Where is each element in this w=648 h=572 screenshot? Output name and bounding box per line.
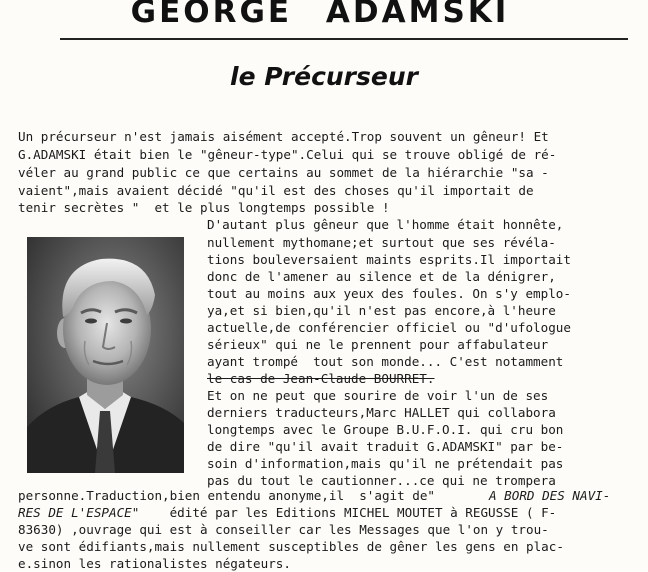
text-line: ve sont édifiants,mais nullement susceptibles de gêner les gens en plac- xyxy=(18,539,564,554)
portrait-icon xyxy=(27,237,184,473)
title-rule xyxy=(60,38,628,40)
text-line: le cas de Jean-Claude BOURRET. xyxy=(207,371,435,386)
text-line: ayant trompé tout son monde... C'est notamment xyxy=(207,354,564,369)
page-title: GEORGE ADAMSKI xyxy=(130,0,510,30)
text-line: Un précurseur n'est jamais aisément accepté.Trop souvent un gêneur! Et xyxy=(18,129,549,144)
text-line: véler au grand public ce que certains au sommet de la hiérarchie "sa - xyxy=(18,165,549,180)
text-line: édité par les Editions MICHEL MOUTET à REGUSSE ( F- xyxy=(162,505,557,520)
text-line: tout au moins aux yeux des foules. On s'y emplo- xyxy=(207,286,571,301)
text-line: tenir secrètes " et le plus longtemps possible ! xyxy=(18,200,390,215)
text-line: pas du tout le cautionner...ce qui ne trompera xyxy=(207,473,556,488)
text-line: personne.Traduction,bien entendu anonyme,il s'agit de" xyxy=(18,488,436,503)
book-title: A BORD DES NAVI- xyxy=(489,488,611,503)
text-line: vaient",mais avaient décidé "qu'il est des choses qu'il importait de xyxy=(18,183,534,198)
text-line: sérieux" qui ne le prennent pour affabulateur xyxy=(207,337,549,352)
text-line: 83630) ,ouvrage qui est à conseiller car les Messages que l'on y trou- xyxy=(18,522,549,537)
text-line: longtemps avec le Groupe B.U.F.O.I. qui cru bon xyxy=(207,422,564,437)
text-line: G.ADAMSKI était bien le "gêneur-type".Celui qui se trouve obligé de ré- xyxy=(18,147,557,162)
text-line: tions bouleversaient maints esprits.Il importait xyxy=(207,252,571,267)
page-subtitle: le Précurseur xyxy=(230,62,418,91)
text-line: Et on ne peut que sourire de voir l'un de ses xyxy=(207,388,549,403)
book-title: RES DE L'ESPACE" xyxy=(18,505,140,520)
text-line: D'autant plus gêneur que l'homme était honnête, xyxy=(207,217,564,232)
text-line: de dire "qu'il avait traduit G.ADAMSKI" par be- xyxy=(207,439,564,454)
text-line: ya,et si bien,qu'il n'est pas encore,à l'heure xyxy=(207,303,556,318)
text-line: nullement mythomane;et surtout que ses révéla- xyxy=(207,235,556,250)
text-line: soin d'information,mais qu'il ne prétendait pas xyxy=(207,456,564,471)
text-line: derniers traducteurs,Marc HALLET qui collabora xyxy=(207,405,556,420)
text-line: actuelle,de conférencier officiel ou "d'ufologue xyxy=(207,320,571,335)
portrait-photo xyxy=(27,237,184,473)
text-line: e.sinon les rationalistes négateurs. xyxy=(18,556,291,571)
text-line: donc de l'amener au silence et de la dénigrer, xyxy=(207,269,556,284)
